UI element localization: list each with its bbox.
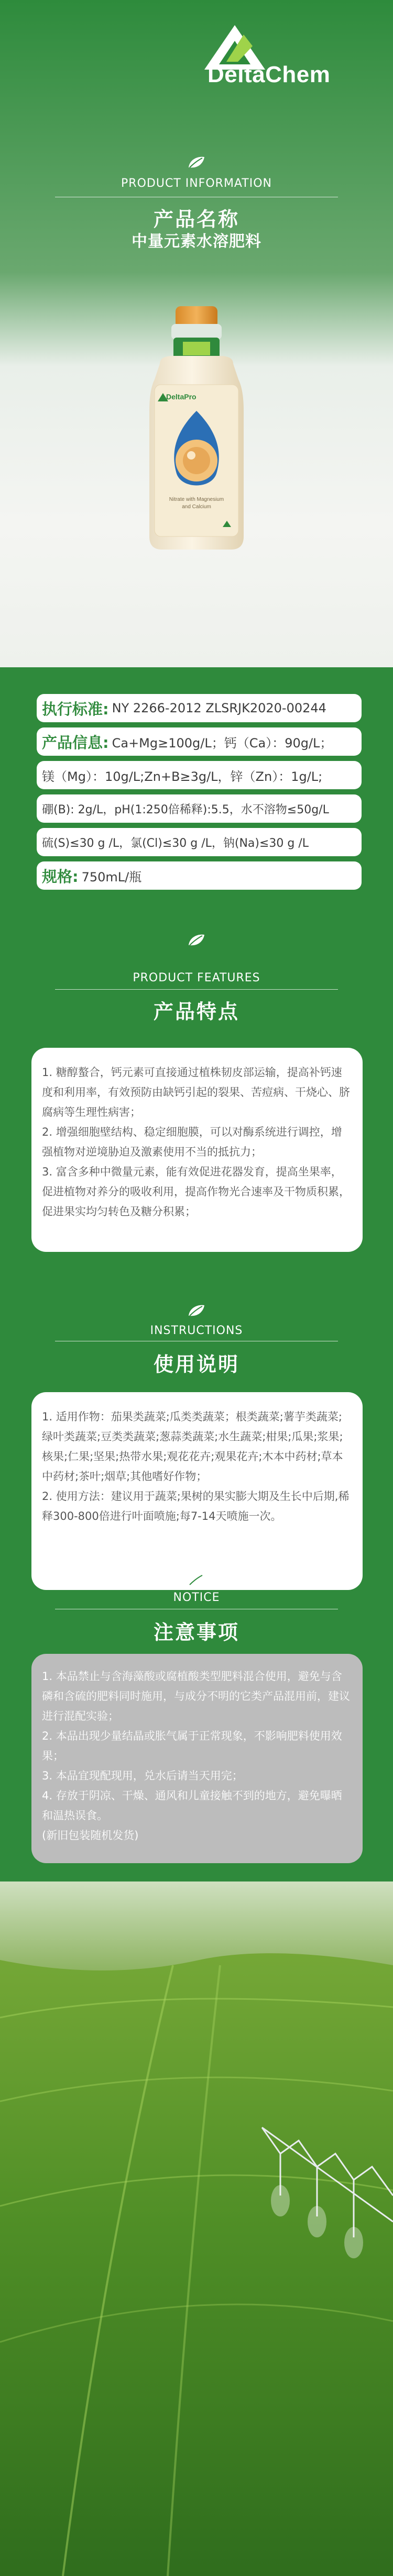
- spec-value: NY 2266-2012 ZLSRJK2020-00244: [112, 701, 326, 715]
- product-bottle-image: [139, 306, 254, 552]
- spec-label: 执行标准:: [42, 700, 109, 718]
- spec-row-s-cl-na: [37, 828, 362, 856]
- spec-row-boron-ph: [37, 794, 362, 823]
- section-title-zh: 使用说明: [153, 1353, 239, 1376]
- spec-value: 镁（Mg）：10g/L;Zn+B≥3g/L，锌（Zn）：1g/L;: [42, 769, 323, 784]
- leaf-icon: [187, 155, 206, 170]
- spec-row-size: [37, 861, 362, 890]
- svg-text:Nitrate with Magnesium: Nitrate with Magnesium: [169, 497, 224, 502]
- leaf-icon: [187, 1572, 206, 1587]
- bottle-brand: DeltaPro: [166, 393, 196, 401]
- list-item: 1. 本品禁止与含海藻酸或腐植酸类型肥料混合使用，避免与含磷和含硫的肥料同时施用，与成分不明的它类产品混用前，建议进行混配实验；: [42, 1670, 350, 1722]
- list-item: 4. 存放于阴凉、干燥、通风和儿童接触不到的地方，避免曝晒和温热误食。: [42, 1789, 342, 1822]
- section-title-en: PRODUCT INFORMATION: [121, 177, 272, 190]
- section-title-zh: 注意事项: [153, 1621, 239, 1644]
- product-name: 中量元素水溶肥料: [132, 232, 261, 251]
- notice-card: [31, 1654, 363, 1863]
- section-title-zh: 产品特点: [153, 1000, 239, 1023]
- leaf-icon: [187, 1303, 206, 1318]
- list-item: 1. 适用作物：茄果类蔬菜;瓜类类蔬菜；根类蔬菜;薯芋类蔬菜;绿叶类蔬菜;豆类类蔬菜;葱蒜类蔬菜;水生蔬菜;柑果;瓜果;浆果;核果;仁果;坚果;热带水果;观花花卉;观果花卉;木本中药材;草本中药材;茶叶;烟草;其他嗜好作物；: [42, 1410, 343, 1483]
- spec-value: 750mL/瓶: [81, 869, 142, 884]
- spec-value: 硼(B): 2g/L，pH(1:250倍稀释):5.5，水不溶物≤50g/L: [42, 803, 329, 816]
- packaging-note: (新旧包装随机发货): [42, 1829, 139, 1842]
- section-title-en: NOTICE: [173, 1591, 220, 1604]
- spec-value: Ca+Mg≥100g/L；钙（Ca）：90g/L；: [112, 735, 333, 751]
- farmland-irrigation-image: [0, 1881, 393, 2576]
- spec-label: 产品信息:: [42, 733, 109, 752]
- section-title-en: PRODUCT FEATURES: [133, 971, 260, 984]
- list-item: 3. 富含多种中微量元素，能有效促进花器发育，提高坐果率，促进植物对养分的吸收利用，提高作物光合速率及干物质积累，促进果实均匀转色及糖分积累；: [42, 1166, 350, 1218]
- list-item: 3. 本品宜现配现用，兑水后请当天用完；: [42, 1769, 243, 1782]
- instructions-card: [31, 1392, 363, 1590]
- features-card: [31, 1048, 363, 1252]
- product-info-section: [0, 0, 393, 667]
- section-title-zh: 产品名称: [153, 208, 239, 231]
- svg-text:and Calcium: and Calcium: [182, 504, 211, 510]
- list-item: 2. 本品出现少量结晶或胀气属于正常现象，不影响肥料使用效果；: [42, 1730, 342, 1762]
- leaf-icon: [187, 933, 206, 947]
- spec-value: 硫(S)≤30 g /L，氯(Cl)≤30 g /L，钠(Na)≤30 g /L: [42, 836, 309, 850]
- list-item: 2. 使用方法：建议用于蔬菜;果树的果实膨大期及生长中后期,稀释300-800倍进行叶面喷施;每7-14天喷施一次。: [42, 1490, 350, 1522]
- section-title-en: INSTRUCTIONS: [150, 1324, 243, 1337]
- list-item: 1. 糖醇螯合，钙元素可直接通过植株韧皮部运输，提高补钙速度和利用率，有效预防由缺钙引起的裂果、苦痘病、干烧心、脐腐病等生理性病害；: [42, 1066, 350, 1118]
- spec-row-standard: [37, 694, 362, 722]
- list-item: 2. 增强细胞壁结构、稳定细胞膜，可以对酶系统进行调控，增强植物对逆境胁迫及激素使用不当的抵抗力；: [42, 1126, 342, 1158]
- spec-label: 规格:: [42, 867, 79, 886]
- divider: [55, 989, 338, 990]
- spec-row-mg-zn: [37, 761, 362, 789]
- spec-row-info: [37, 727, 362, 756]
- brand-name: DeltaChem: [208, 62, 331, 87]
